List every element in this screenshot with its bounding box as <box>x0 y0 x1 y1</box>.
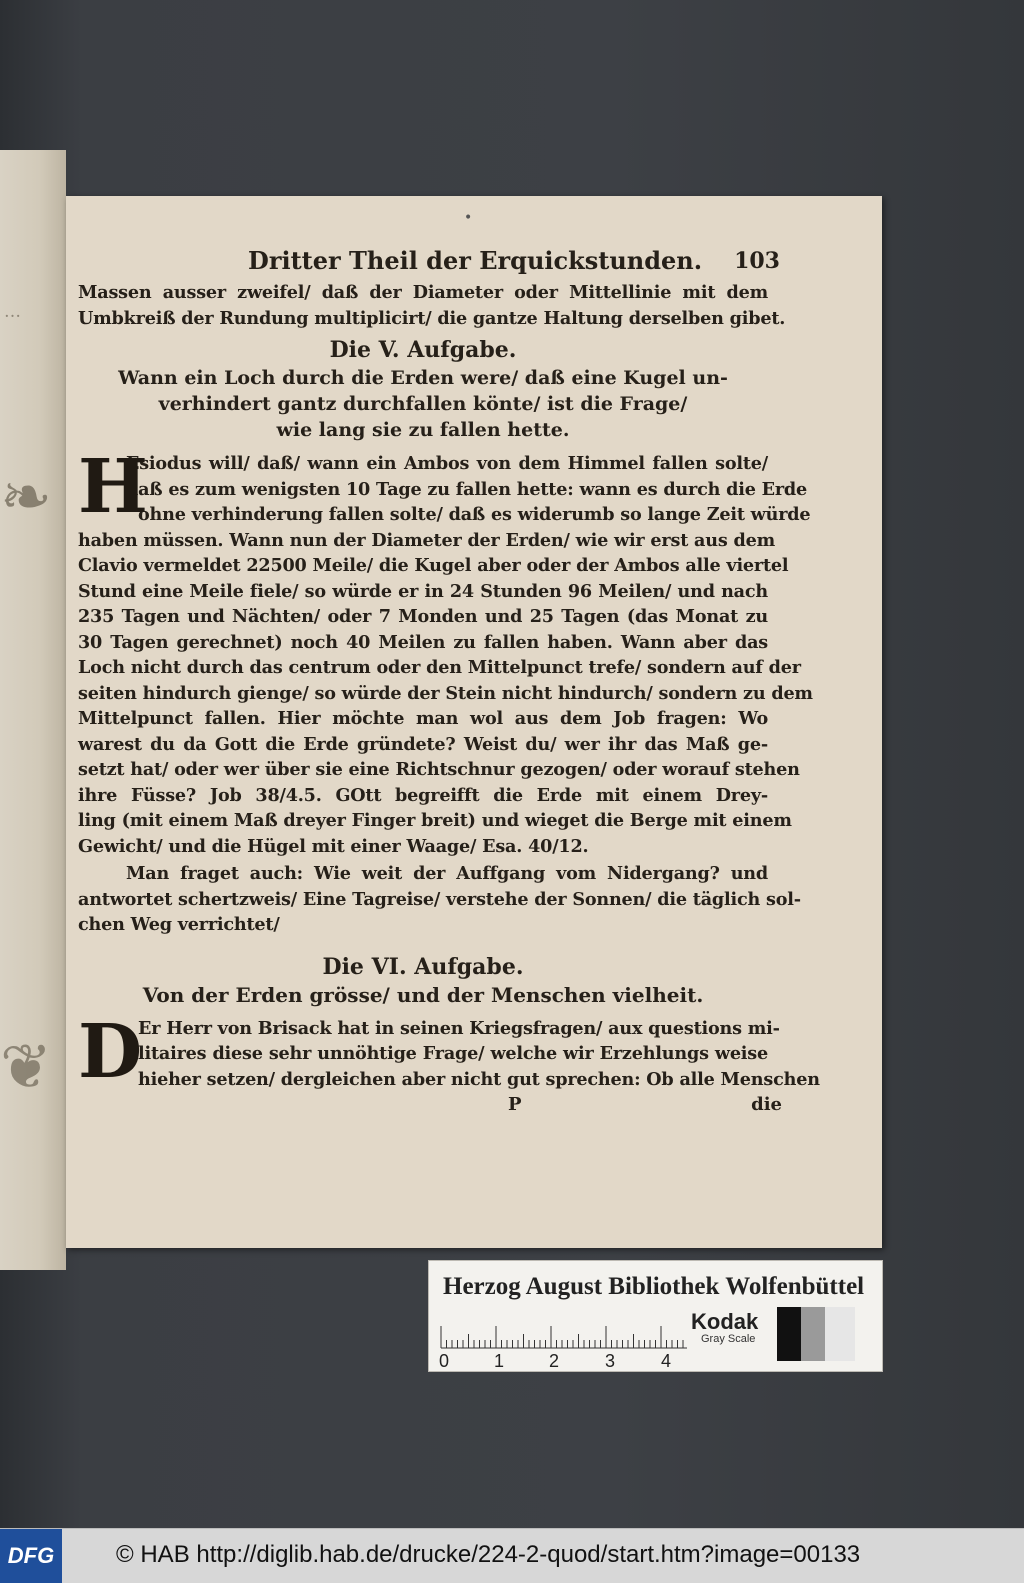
kodak-subtitle: Gray Scale <box>701 1333 756 1345</box>
book-page <box>66 196 882 1248</box>
running-title: Dritter Theil der Erquickstunden. <box>248 246 703 275</box>
intro-line: Massen ausser zweifel/ daß der Diameter oder Mittellinie mit dem <box>78 282 768 303</box>
text-line: ohne verhinderung fallen solte/ daß es widerumb so lange Zeit würde <box>138 504 811 525</box>
text-line: warest du da Gott die Erde gründete? Weist du/ wer ihr das Maß ge- <box>78 733 768 755</box>
section-subheading: Von der Erden grösse/ und der Menschen vielheit. <box>142 982 704 1007</box>
text-line: setzt hat/ oder wer über sie eine Richtschnur gezogen/ oder worauf stehen <box>78 759 800 780</box>
text-line: Er Herr von Brisack hat in seinen Kriegsfragen/ aux questions mi- <box>138 1017 780 1039</box>
gray-swatch-light <box>825 1307 855 1361</box>
section-heading: Die V. Aufgabe. <box>329 337 517 363</box>
page-foot <box>78 1094 782 1120</box>
ruler-number: 4 <box>661 1351 672 1371</box>
text-line: Man fraget auch: Wie weit der Auffgang vom Nidergang? und <box>126 863 768 884</box>
scale-ruler <box>439 1311 689 1371</box>
bleed-initial: ❧ <box>0 460 52 533</box>
page-mark: • <box>464 210 473 226</box>
text-line: 235 Tagen und Nächten/ oder 7 Monden und 25 Tagen (das Monat zu <box>78 606 768 627</box>
ruler-number: 1 <box>494 1351 505 1371</box>
library-name: Herzog August Bibliothek Wolfenbüttel <box>443 1273 865 1300</box>
ruler-number: 3 <box>605 1351 616 1371</box>
catchword: die <box>751 1094 782 1115</box>
page-number: 103 <box>734 248 780 274</box>
section-paragraph-2 <box>78 861 801 938</box>
text-line: Gewicht/ und die Hügel mit einer Waage/ Esa. 40/12. <box>78 835 589 857</box>
color-reference-card <box>428 1260 883 1372</box>
running-head <box>78 246 780 280</box>
drop-initial: D <box>78 1008 143 1095</box>
citation-url[interactable]: © HAB http://diglib.hab.de/drucke/224-2-quod/start.htm?image=00133 <box>116 1541 861 1568</box>
intro-line: Umbkreiß der Rundung multiplicirt/ die gantze Haltung derselben gibet. <box>78 307 786 329</box>
text-line: ihre Füsse? Job 38/4.5. GOtt begreifft die Erde mit einem Drey- <box>78 784 768 806</box>
text-line: haben müssen. Wann nun der Diameter der Erden/ wie wir erst aus dem <box>78 529 775 551</box>
section-question-line: verhindert gantz durchfallen könte/ ist die Frage/ <box>158 393 688 415</box>
gray-swatch-black <box>777 1307 801 1361</box>
section-question-line: wie lang sie zu fallen hette. <box>276 419 570 441</box>
footer-bar <box>0 1528 1024 1583</box>
section-question-line: Wann ein Loch durch die Erden were/ daß eine Kugel un- <box>118 367 728 389</box>
ruler-ticks <box>439 1311 689 1349</box>
ruler-number: 2 <box>549 1351 560 1371</box>
section-paragraph <box>78 444 813 859</box>
text-line: Loch nicht durch das centrum oder den Mittelpunct trefe/ sondern auf der <box>78 657 801 678</box>
facing-page-edge <box>0 150 66 1270</box>
text-line: Clavio vermeldet 22500 Meile/ die Kugel aber oder der Ambos alle viertel <box>78 555 789 576</box>
text-line: hieher setzen/ dergleichen aber nicht gut sprechen: Ob alle Menschen <box>138 1068 820 1090</box>
section-heading: Die VI. Aufgabe. <box>322 953 524 980</box>
section-paragraph <box>78 1008 820 1095</box>
text-line: Stund eine Meile fiele/ so würde er in 24 Stunden 96 Meilen/ und nach <box>78 580 768 602</box>
text-line: Mittelpunct fallen. Hier möchte man wol aus dem Job fragen: Wo <box>78 708 768 729</box>
bleed-ornament: ❦ <box>0 1030 52 1103</box>
kodak-logo: Kodak <box>691 1309 759 1334</box>
text-line: litaires diese sehr unnöhtige Frage/ welche wir Erzehlungs weise <box>138 1043 768 1064</box>
text-line: daß es zum wenigsten 10 Tage zu fallen hette: wann es durch die Erde <box>126 478 807 500</box>
text-line: Esiodus will/ daß/ wann ein Ambos von dem Himmel fallen solte/ <box>126 453 768 474</box>
dfg-logo[interactable]: DFG <box>0 1529 62 1583</box>
bleed-text: … <box>4 302 21 322</box>
page-text-block <box>78 246 820 1120</box>
text-line: ling (mit einem Maß dreyer Finger breit) und wieget die Berge mit einem <box>78 810 792 831</box>
signature-mark: P <box>508 1094 522 1115</box>
text-line: chen Weg verrichtet/ <box>78 914 280 935</box>
text-line: antwortet schertzweis/ Eine Tagreise/ verstehe der Sonnen/ die täglich sol- <box>78 888 801 910</box>
drop-initial: H <box>78 444 148 530</box>
text-line: 30 Tagen gerechnet) noch 40 Meilen zu fallen haben. Wann aber das <box>78 631 768 653</box>
gray-swatch-mid <box>801 1307 825 1361</box>
text-line: seiten hindurch gienge/ so würde der Stein nicht hindurch/ sondern zu dem <box>78 682 813 704</box>
ruler-number: 0 <box>439 1351 450 1371</box>
